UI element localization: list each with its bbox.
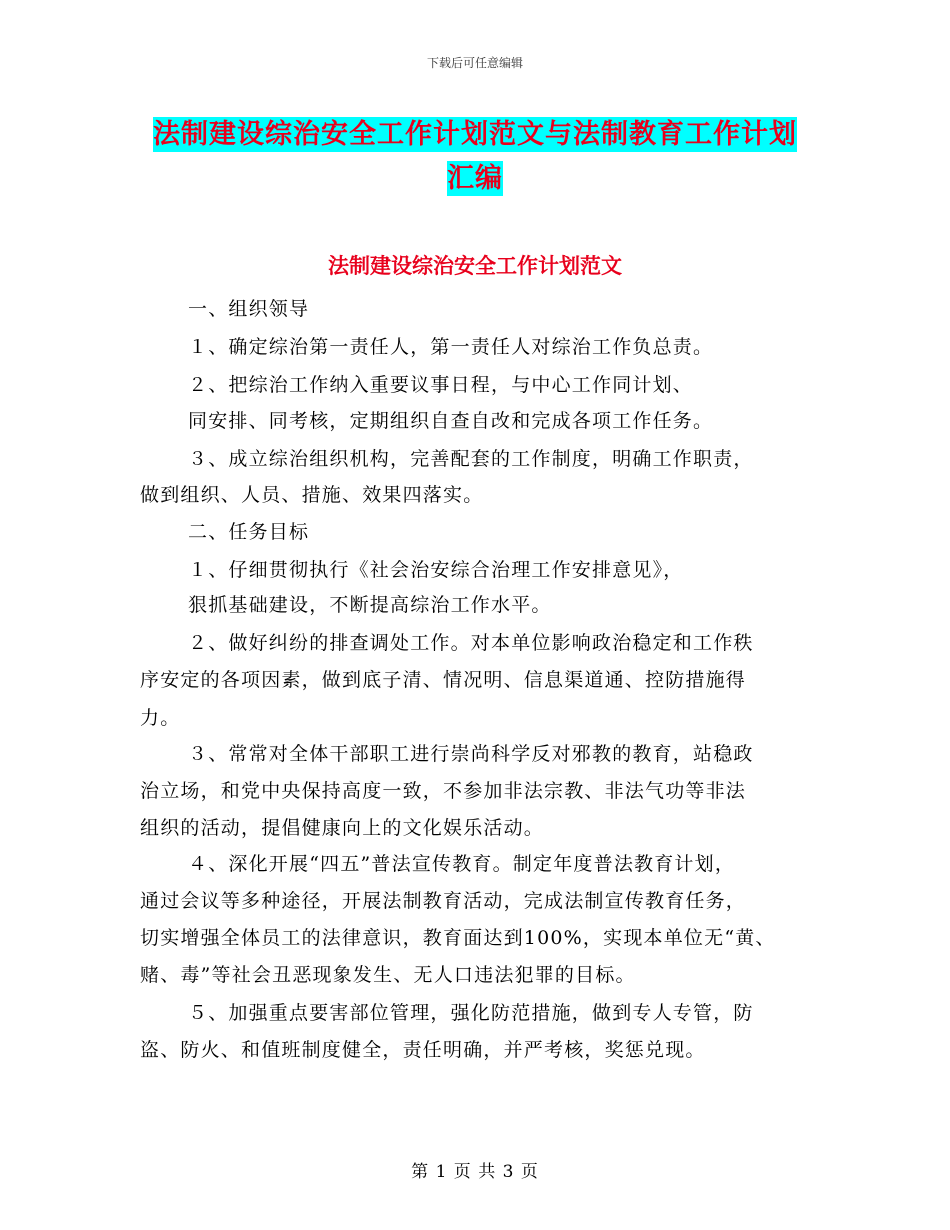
heading-organization: 一、组织领导: [188, 298, 310, 320]
paragraph-line: 通过会议等多种途径，开展法制教育活动，完成法制宣传教育任务，: [140, 890, 747, 912]
paragraph-line: ２、把综治工作纳入重要议事日程，与中心工作同计划、: [188, 374, 694, 396]
paragraph-line: 力。: [140, 707, 181, 729]
paragraph-line: ５、加强重点要害部位管理，强化防范措施，做到专人专管，防: [188, 1002, 754, 1024]
paragraph-line: ３、成立综治组织机构，完善配套的工作制度，明确工作职责，: [188, 448, 754, 470]
paragraph-line: 盗、防火、和值班制度健全，责任明确，并严考核，奖惩兑现。: [140, 1039, 706, 1061]
page-footer: 第 1 页 共 3 页: [411, 1162, 539, 1182]
paragraph-line: 狠抓基础建设，不断提高综治工作水平。: [188, 594, 552, 616]
paragraph-line: １、仔细贯彻执行《社会治安综合治理工作安排意见》，: [188, 559, 684, 581]
paragraph-line: 同安排、同考核，定期组织自查自改和完成各项工作任务。: [188, 410, 714, 432]
document-title-line-1: 法制建设综治安全工作计划范文与法制教育工作计划: [153, 119, 797, 150]
paragraph-line: 治立场，和党中央保持高度一致，不参加非法宗教、非法气功等非法: [140, 780, 747, 802]
header-note: 下载后可任意编辑: [426, 56, 523, 70]
heading-goals: 二、任务目标: [188, 521, 310, 543]
paragraph-line: 赌、毒”等社会丑恶现象发生、无人口违法犯罪的目标。: [140, 964, 636, 986]
paragraph-line: ２、做好纠纷的排查调处工作。对本单位影响政治稳定和工作秩: [188, 632, 754, 654]
paragraph-line: 序安定的各项因素，做到底子清、情况明、信息渠道通、控防措施得: [140, 669, 747, 691]
section-title: 法制建设综治安全工作计划范文: [328, 253, 622, 278]
paragraph-line: 组织的活动，提倡健康向上的文化娱乐活动。: [140, 817, 545, 839]
paragraph-line: 做到组织、人员、措施、效果四落实。: [140, 484, 484, 506]
paragraph-line: ３、常常对全体干部职工进行崇尚科学反对邪教的教育，站稳政: [188, 743, 754, 765]
document-title-line-2: 汇编: [447, 163, 503, 194]
paragraph-line: １、确定综治第一责任人，第一责任人对综治工作负总责。: [188, 336, 714, 358]
paragraph-line: 切实增强全体员工的法律意识，教育面达到100%，实现本单位无“黄、: [140, 927, 776, 949]
paragraph-line: ４、深化开展“四五”普法宣传教育。制定年度普法教育计划，: [188, 853, 736, 875]
